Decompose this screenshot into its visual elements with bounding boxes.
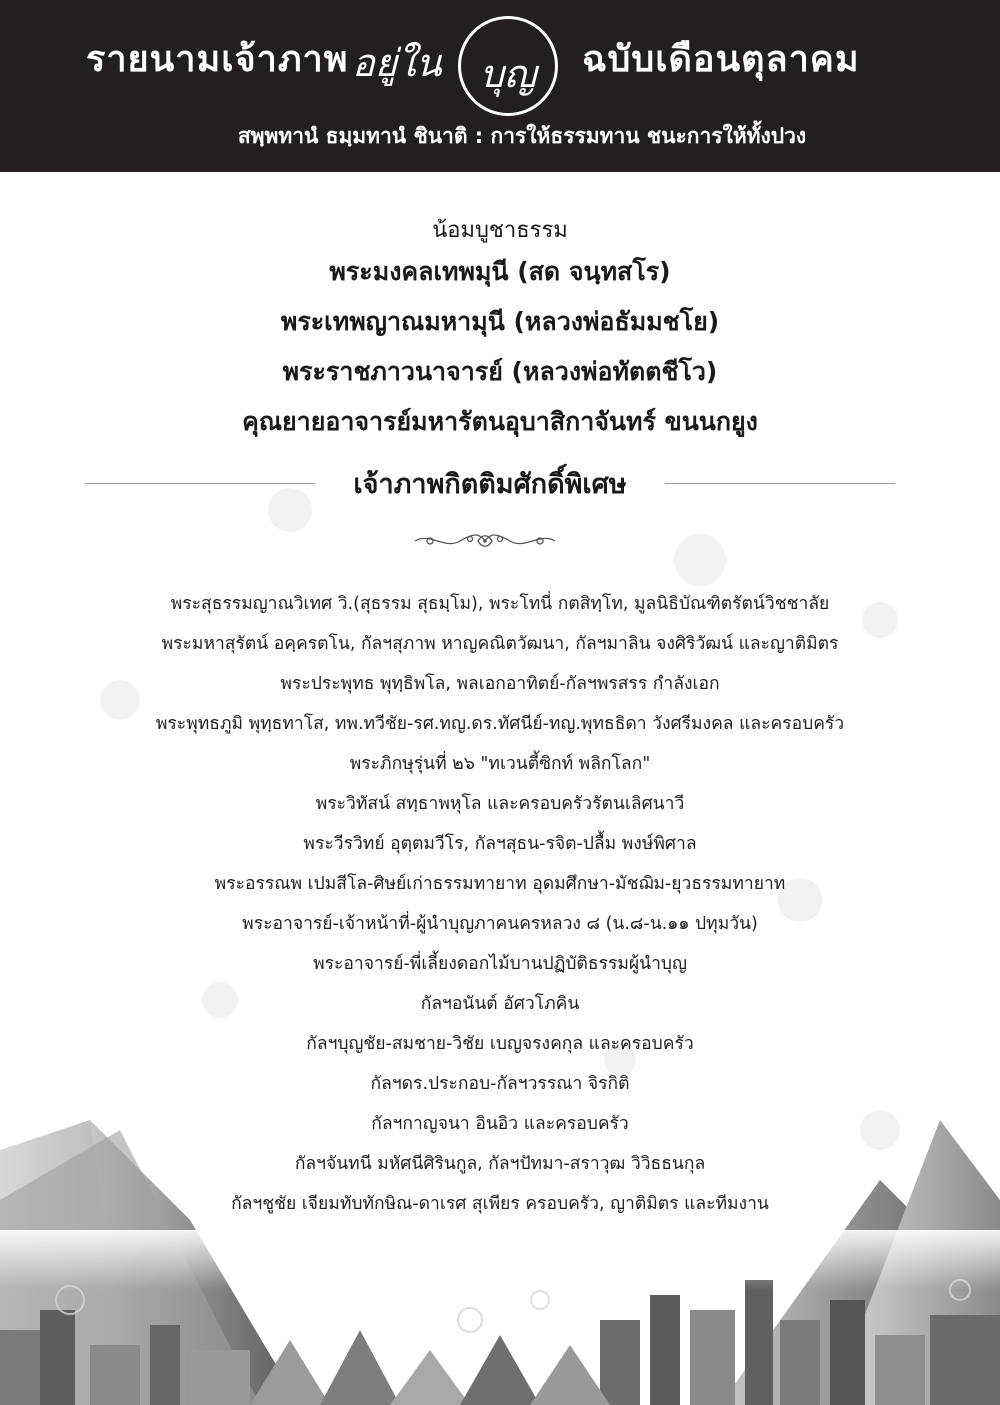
sponsor-line: พระประพุทธ พุทฺธิพโล, พลเอกอาทิตย์-กัลฯพรสรร กำลังเอก <box>280 674 720 694</box>
honoree-line: คุณยายอาจารย์มหารัตนอุบาสิกาจันทร์ ขนนกยูง <box>242 407 758 436</box>
honoree-line: พระเทพญาณมหามุนี (หลวงพ่อธัมมชโย) <box>280 307 720 336</box>
header-subtitle: สพฺพทานํ ธมฺมทานํ ชินาติ : การให้ธรรมทาน ชนะการให้ทั้งปวง <box>237 124 807 148</box>
sponsor-line: พระวิทัสน์ สทฺธาพหุโล และครอบครัวรัตนเลิศนาวี <box>315 794 685 814</box>
sponsor-line: พระสุธรรมญาณวิเทศ วิ.(สุธรรม สุธมฺโม), พระโทนี่ กตสิทฺโท, มูลนิธิบัณฑิตรัตน์วิชชาลัย <box>170 594 830 614</box>
header-title-right: ฉบับเดือนตุลาคม <box>582 39 860 80</box>
sponsor-line: พระวีรวิทย์ อุตฺตมวีโร, กัลฯสุธน-รจิต-ปลื้ม พงษ์พิศาล <box>303 834 697 854</box>
section-title: เจ้าภาพกิตติมศักดิ์พิเศษ <box>353 469 627 500</box>
logo-circle-text: บุญ <box>479 52 537 96</box>
sponsor-line: กัลฯจันทนี มหัศนีศิรินกูล, กัลฯปัทมา-สราวุฒ วิวิธธนกุล <box>294 1154 706 1174</box>
honoree-line: พระมงคลเทพมุนี (สด จนฺทสโร) <box>329 257 671 286</box>
sponsor-line: พระอาจารย์-พี่เลี้ยงดอกไม้บานปฏิบัติธรรมผู้นำบุญ <box>313 954 687 974</box>
honoree-line: พระราชภาวนาจารย์ (หลวงพ่อทัตตชีโว) <box>282 357 718 386</box>
logo-text: อยู่ใน <box>352 41 442 85</box>
sponsor-line: พระมหาสุรัตน์ อคฺครตโน, กัลฯสุภาพ หาญคณิตวัฒนา, กัลฯมาลิน จงศิริวัฒน์ และญาติมิตร <box>161 634 839 654</box>
sponsor-line: พระภิกษุรุ่นที่ ๒๖ "ทเวนตี้ซิกท์ พลิกโลก" <box>349 754 651 774</box>
sponsor-line: กัลฯชูชัย เจียมทับทักษิณ-ดาเรศ สุเพียร ครอบครัว, ญาติมิตร และทีมงาน <box>231 1194 769 1214</box>
divider-right <box>665 483 895 484</box>
sponsor-line: กัลฯอนันต์ อัศวโภคิน <box>420 994 580 1014</box>
sponsor-line: กัลฯกาญจนา อินอิว และครอบครัว <box>371 1114 629 1134</box>
intro-text: น้อมบูชาธรรม <box>432 218 568 243</box>
sponsor-line: กัลฯดร.ประกอบ-กัลฯวรรณา จิรกิติ <box>370 1074 630 1094</box>
header-title-left: รายนามเจ้าภาพ <box>86 39 349 80</box>
ornament-icon <box>410 530 560 552</box>
sponsor-line: พระอรรณพ เปมสีโล-ศิษย์เก่าธรรมทายาท อุดมศึกษา-มัชฌิม-ยุวธรรมทายาท <box>214 874 786 894</box>
divider-left <box>85 483 315 484</box>
sponsor-line: กัลฯบุญชัย-สมชาย-วิชัย เบญจรงคกุล และครอบครัว <box>306 1034 694 1054</box>
sponsor-line: พระอาจารย์-เจ้าหน้าที่-ผู้นำบุญภาคนครหลวง ๘ (น.๘-น.๑๑ ปทุมวัน) <box>242 914 758 934</box>
sponsor-line: พระพุทธภูมิ พุทฺธทาโส, ทพ.ทวีชัย-รศ.ทญ.ดร.ทัศนีย์-ทญ.พุทธธิดา วังศรีมงคล และครอบครัว <box>155 714 845 734</box>
